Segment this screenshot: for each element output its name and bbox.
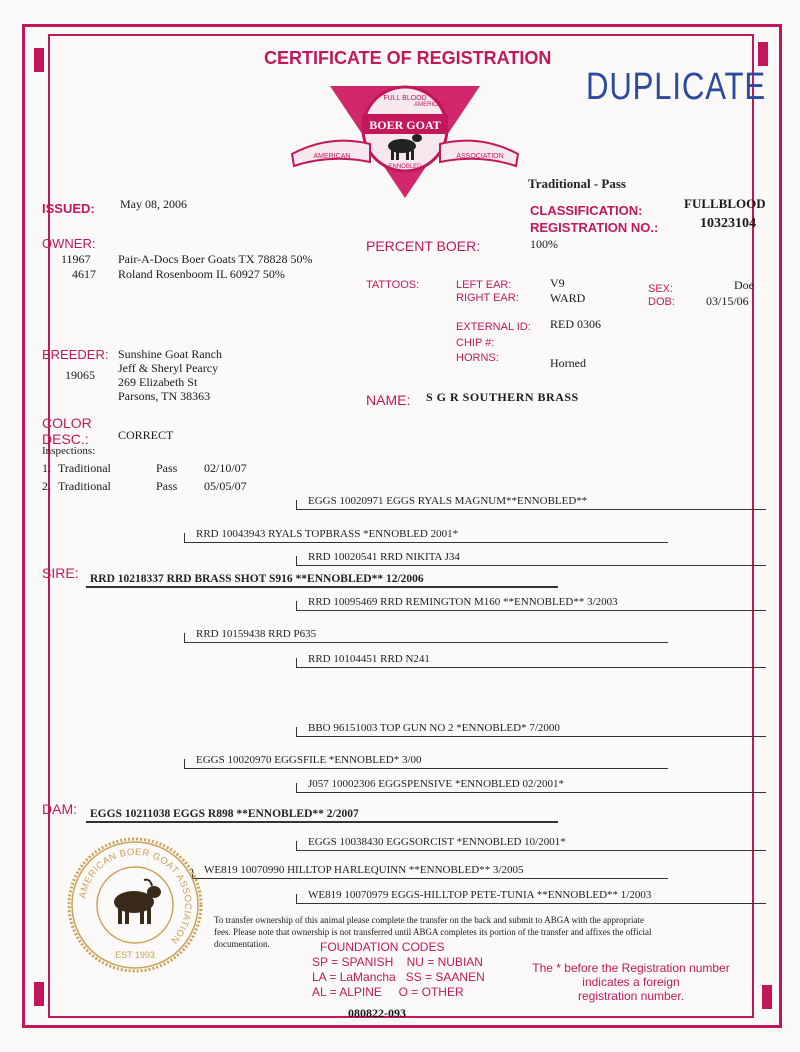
foreign-note-line: The * before the Registration number: [532, 961, 730, 975]
tattoos-label: TATTOOS:: [366, 279, 420, 291]
owner-text: Roland Rosenboom IL 60927 50%: [118, 267, 285, 281]
pedigree-sire-dam: RRD 10159438 RRD P635: [184, 628, 668, 641]
pedigree-sire-dam-dam: RRD 10104451 RRD N241: [296, 653, 766, 666]
percent-boer-value: 100%: [530, 237, 558, 251]
transfer-note-line: fees. Please note that ownership is not transferred until ABGA completes its portion of the transfer and affixes the official: [214, 927, 652, 937]
inspection-date: 05/05/07: [204, 479, 247, 493]
pedigree-dam-dam-dam: WE819 10070979 EGGS-HILLTOP PETE-TUNIA **ENNOBLED** 1/2003: [296, 889, 766, 902]
name-label: NAME:: [366, 392, 411, 408]
breeder-line: 269 Elizabeth St: [118, 375, 198, 389]
boer-goat-logo: [290, 74, 520, 202]
foundation-code-row: SP = SPANISH NU = NUBIAN: [312, 955, 483, 969]
breeder-line: Jeff & Sheryl Pearcy: [118, 361, 219, 375]
breeder-label: BREEDER:: [42, 347, 109, 362]
right-ear-label: RIGHT EAR:: [456, 292, 519, 304]
foundation-code-row: LA = LaMancha SS = SAANEN: [312, 970, 485, 984]
transfer-note-line: To transfer ownership of this animal please complete the transfer on the back and submit to ABGA with the appropriate: [214, 915, 645, 925]
dob-value: 03/15/06: [706, 294, 749, 308]
border-notch: [758, 42, 768, 66]
inspection-number: 2.: [42, 479, 51, 493]
external-id-value: RED 0306: [550, 317, 601, 331]
owner-label: OWNER:: [42, 236, 96, 251]
percent-boer-label: PERCENT BOER:: [366, 238, 481, 254]
breeder-id: 19065: [65, 368, 95, 382]
certificate-title: CERTIFICATE OF REGISTRATION: [264, 48, 552, 68]
breeder-line: Parsons, TN 38363: [118, 389, 211, 403]
sire-label: SIRE:: [42, 565, 79, 581]
left-ear-label: LEFT EAR:: [456, 279, 512, 291]
foreign-note-line: registration number.: [577, 989, 685, 1003]
pedigree-sire-sire-dam: RRD 10020541 RRD NIKITA J34: [296, 551, 766, 564]
pedigree-dam-dam-sire: EGGS 10038430 EGGSORCIST *ENNOBLED 10/2001*: [296, 836, 766, 849]
seal-ring-text: AMERICAN BOER GOAT ASSOCIATION: [77, 846, 194, 946]
issued-label: ISSUED:: [42, 201, 95, 216]
external-id-label: EXTERNAL ID:: [456, 321, 531, 333]
owner-id: 11967: [61, 252, 91, 266]
dob-label: DOB:: [648, 296, 675, 308]
inspection-type: Traditional: [58, 479, 111, 493]
inspection-result: Pass: [156, 479, 178, 493]
pedigree-dam-sire-sire: BBO 96151003 TOP GUN NO 2 *ENNOBLED* 7/2000: [296, 722, 766, 735]
foundation-codes-title: FOUNDATION CODES: [320, 940, 445, 954]
logo-text-american: AMERICAN: [313, 153, 351, 160]
pedigree-sire-dam-sire: RRD 10095469 RRD REMINGTON M160 **ENNOBLED** 3/2003: [296, 596, 766, 609]
logo-text-boer-goat: BOER GOAT: [369, 118, 441, 132]
sex-value: Doe: [734, 278, 754, 292]
foreign-note-line: indicates a foreign: [582, 975, 680, 989]
seal-est: EST 1993: [115, 950, 155, 960]
border-notch: [762, 985, 772, 1009]
goat-icon: [114, 880, 161, 924]
inspection-number: 1.: [42, 461, 51, 475]
serial-number: 080822-093: [348, 1006, 406, 1020]
classification-value: FULLBLOOD: [684, 196, 766, 211]
inspection-date: 02/10/07: [204, 461, 247, 475]
registration-number: 10323104: [700, 216, 756, 231]
pedigree-dam-sire: EGGS 10020970 EGGSFILE *ENNOBLED* 3/00: [184, 754, 668, 767]
transfer-note-line: documentation.: [214, 939, 270, 949]
logo-text-fullblood: FULL BLOOD: [383, 95, 427, 102]
animal-name: S G R SOUTHERN BRASS: [426, 390, 579, 404]
chip-label: CHIP #:: [456, 337, 495, 349]
border-notch: [34, 982, 44, 1006]
foundation-code-row: AL = ALPINE O = OTHER: [312, 985, 464, 999]
breeder-line: Sunshine Goat Ranch: [118, 347, 222, 361]
color-desc-label: DESC.:: [42, 431, 89, 447]
left-ear-value: V9: [550, 276, 565, 290]
duplicate-stamp: DUPLICATE: [586, 66, 766, 108]
classification-label: CLASSIFICATION:: [530, 203, 643, 218]
owner-id: 4617: [72, 267, 96, 281]
logo-text-association: ASSOCIATION: [456, 153, 504, 160]
abga-seal: [66, 836, 204, 974]
pedigree-dam-sire-dam: J057 10002306 EGGSPENSIVE *ENNOBLED 02/2001*: [296, 778, 766, 791]
owner-text: Pair-A-Docs Boer Goats TX 78828 50%: [118, 252, 313, 266]
horns-label: HORNS:: [456, 352, 499, 364]
inspection-type: Traditional: [58, 461, 111, 475]
pedigree-dam-dam: WE819 10070990 HILLTOP HARLEQUINN **ENNOBLED** 3/2005: [192, 864, 668, 877]
pedigree-sire-sire: RRD 10043943 RYALS TOPBRASS *ENNOBLED 2001*: [184, 528, 668, 541]
color-label: COLOR: [42, 415, 92, 431]
inspection-result: Pass: [156, 461, 178, 475]
logo-text-american-top: AMERICAN: [414, 102, 446, 108]
color-value: CORRECT: [118, 428, 174, 442]
pedigree-sire: RRD 10218337 RRD BRASS SHOT S916 **ENNOBLED** 12/2006: [86, 573, 558, 586]
registration-label: REGISTRATION NO.:: [530, 220, 659, 235]
status-text: Traditional - Pass: [528, 176, 626, 191]
right-ear-value: WARD: [550, 291, 586, 305]
issued-value: May 08, 2006: [120, 197, 187, 211]
inspections-label: Inspections:: [42, 445, 96, 457]
dam-label: DAM:: [42, 801, 77, 817]
logo-text-ennobled: ENNOBLED: [388, 164, 422, 170]
border-notch: [34, 48, 44, 72]
pedigree-dam: EGGS 10211038 EGGS R898 **ENNOBLED** 2/2007: [86, 808, 558, 821]
sex-label: SEX:: [648, 283, 674, 295]
pedigree-sire-sire-sire: EGGS 10020971 EGGS RYALS MAGNUM**ENNOBLED**: [296, 495, 766, 508]
horns-value: Horned: [550, 356, 586, 370]
